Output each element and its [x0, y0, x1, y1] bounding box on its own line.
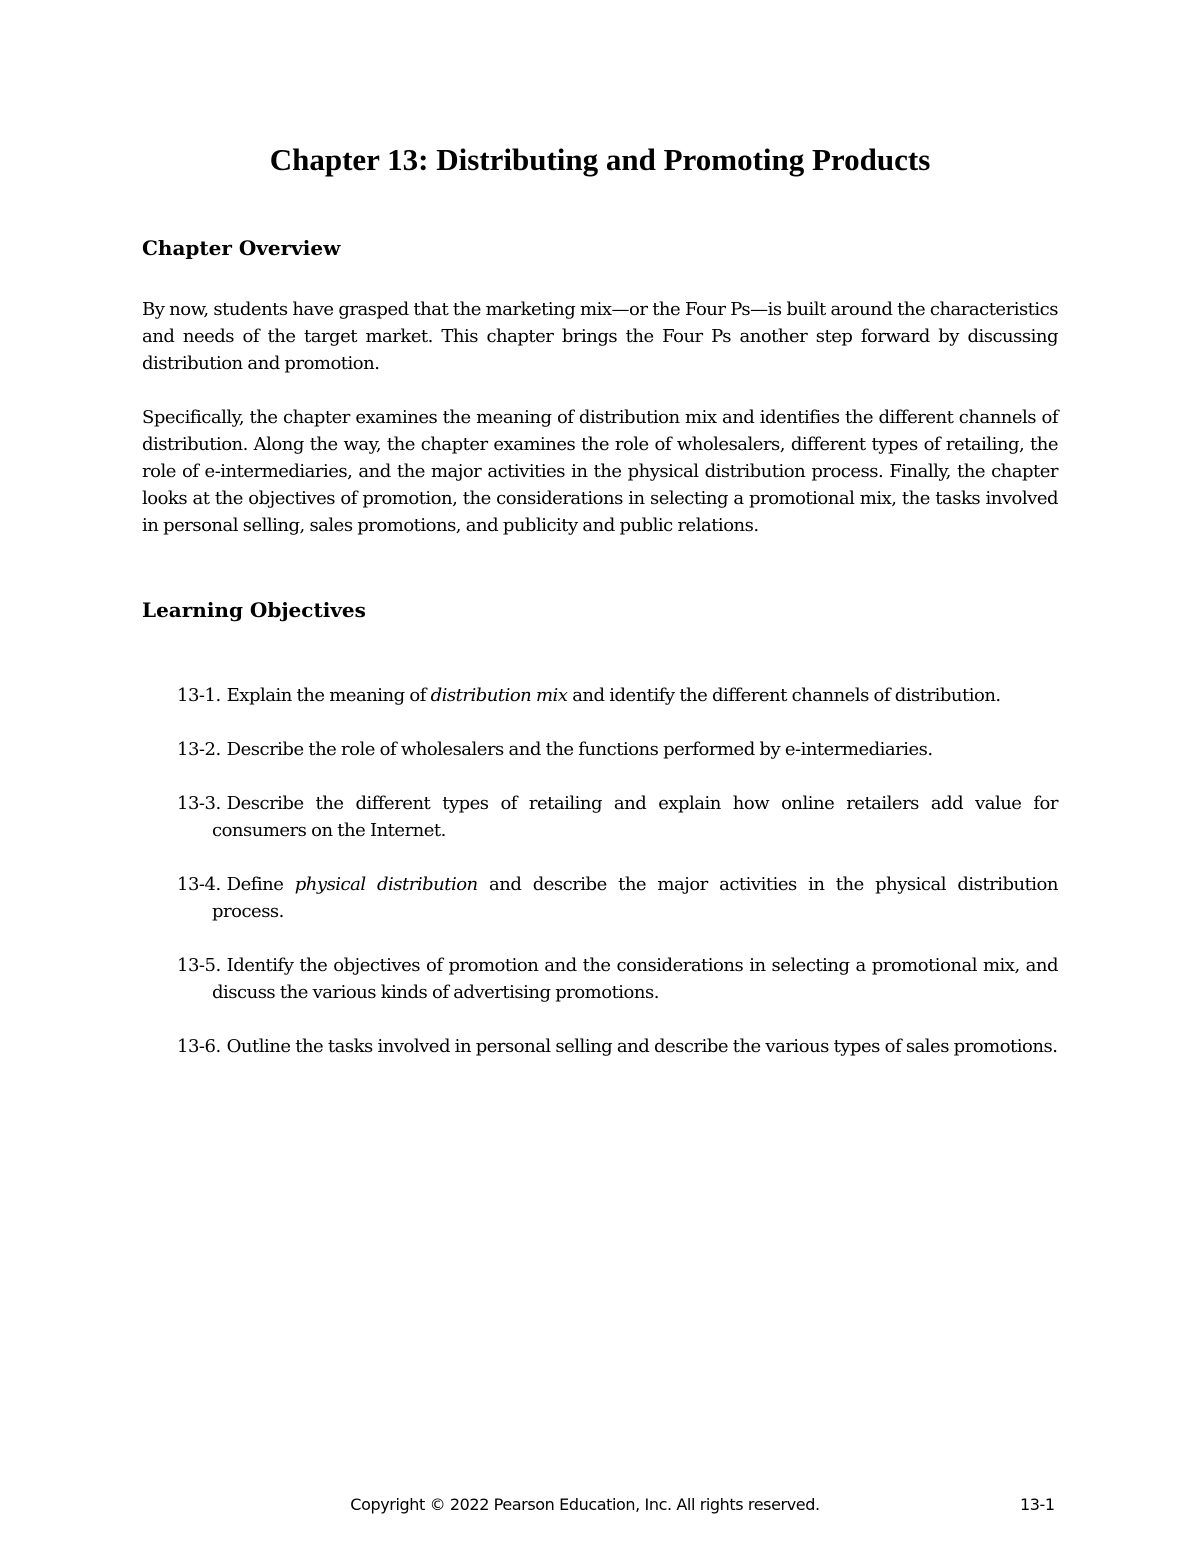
- page-title: Chapter 13: Distributing and Promoting Products: [269, 142, 931, 177]
- objective-text: Describe the role of wholesalers and the functions performed by e-intermediaries.: [226, 739, 933, 760]
- objective-number: 13-6.: [177, 1036, 221, 1057]
- chapter-overview-heading: Chapter Overview: [142, 236, 341, 260]
- objective-emphasis: physical distribution: [294, 874, 478, 895]
- objective-item-13-5: [177, 952, 1058, 1006]
- objective-text: Define: [226, 874, 295, 895]
- learning-objectives-list: [177, 682, 1058, 1087]
- objective-text: Outline the tasks involved in personal selling and describe the various types of sales promotions.: [226, 1036, 1058, 1057]
- objective-number: 13-3.: [177, 793, 221, 814]
- objective-text: Identify the objectives of promotion and the considerations in selecting a promotional mix, and discuss the various kinds of advertising promotions.: [212, 955, 1058, 1003]
- objective-text-end: and describe the major activities in the physical distribution process.: [212, 874, 1058, 922]
- objective-number: 13-5.: [177, 955, 221, 976]
- objective-item-13-4: [177, 871, 1058, 925]
- objective-emphasis: distribution mix: [430, 685, 568, 706]
- learning-objectives-heading: Learning Objectives: [142, 598, 366, 622]
- objective-item-13-3: [177, 790, 1058, 844]
- copyright-notice: Copyright © 2022 Pearson Education, Inc. All rights reserved.: [350, 1495, 820, 1514]
- objective-text: Describe the different types of retailing and explain how online retailers add value for consumers on the Internet.: [212, 793, 1058, 841]
- page-number: 13-1: [1020, 1495, 1055, 1514]
- objective-item-13-1: [177, 682, 1058, 709]
- objective-item-13-2: [177, 736, 1058, 763]
- overview-paragraph-1: By now, students have grasped that the marketing mix—or the Four Ps—is built around the characteristics and needs of the target market. This chapter brings the Four Ps another step forward by discussing distribution and promotion.: [142, 299, 1058, 374]
- objective-text-end: and identify the different channels of distribution.: [567, 685, 1001, 706]
- objective-number: 13-2.: [177, 739, 221, 760]
- objective-number: 13-1.: [177, 685, 221, 706]
- objective-item-13-6: [177, 1033, 1058, 1060]
- objective-text: Explain the meaning of: [226, 685, 431, 706]
- overview-paragraph-2: Specifically, the chapter examines the meaning of distribution mix and identifies the different channels of distribution. Along the way, the chapter examines the role of wholesalers, different types of retailing, the role of e-intermediaries, and the major activities in the physical distribution process. Finally, the chapter looks at the objectives of promotion, the considerations in selecting a promotional mix, the tasks involved in personal selling, sales promotions, and publicity and public relations.: [142, 407, 1058, 536]
- objective-number: 13-4.: [177, 874, 221, 895]
